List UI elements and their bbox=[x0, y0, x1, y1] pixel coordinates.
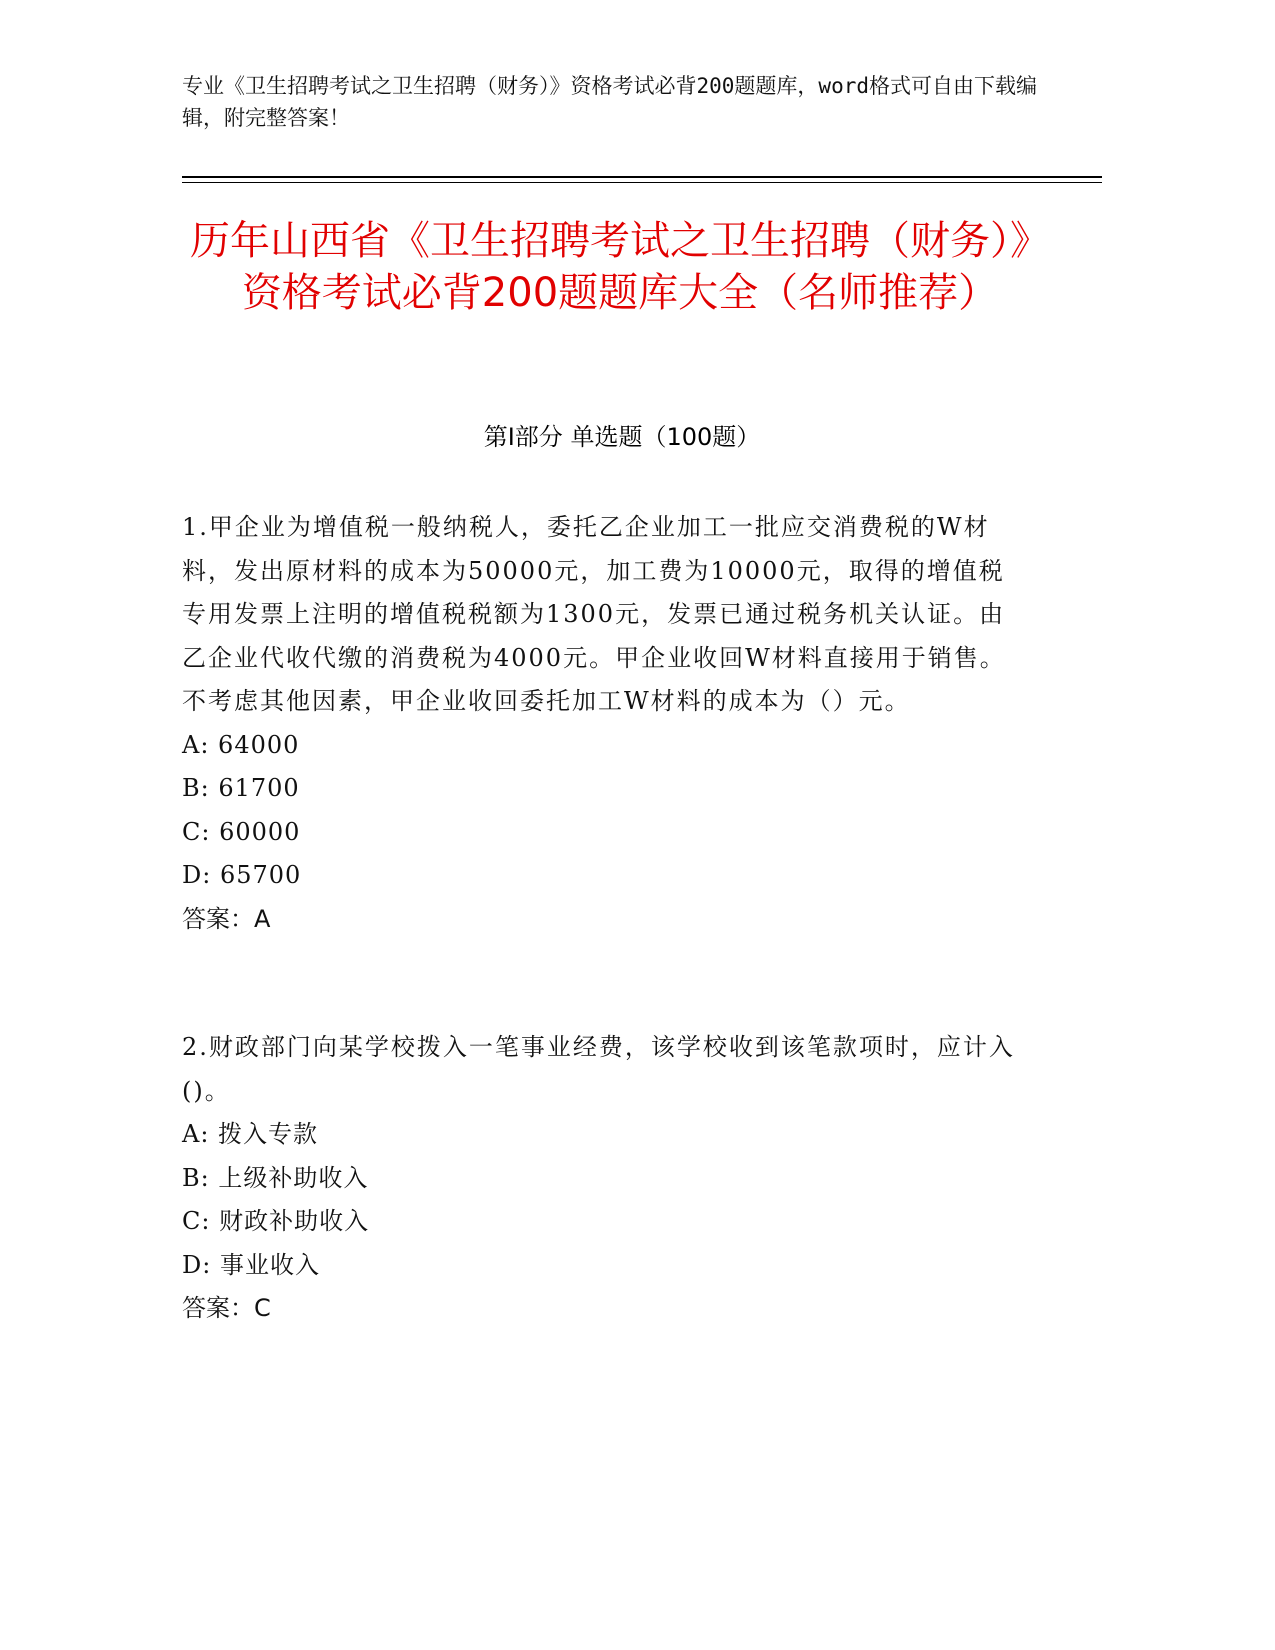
answer: 答案：C bbox=[182, 1294, 271, 1322]
question-1 bbox=[182, 506, 1027, 941]
question-stem: 1.甲企业为增值税一般纳税人，委托乙企业加工一批应交消费税的W材料，发出原材料的成本为50000元，加工费为10000元，取得的增值税专用发票上注明的增值税税额为1300元，发票已通过税务机关认证。由乙企业代收代缴的消费税为4000元。甲企业收回W材料直接用于销售。不考虑其他因素，甲企业收回委托加工W材料的成本为（）元。 bbox=[182, 513, 1006, 715]
section-title: 第I部分 单选题（100题） bbox=[483, 423, 761, 451]
option-a: A: 64000 bbox=[182, 730, 300, 759]
option-a: A: 拨入专款 bbox=[182, 1120, 319, 1148]
option-b: B: 61700 bbox=[182, 774, 300, 802]
option-d: D: 65700 bbox=[182, 861, 302, 889]
header-note: 专业《卫生招聘考试之卫生招聘（财务）》资格考试必背200题题库，word格式可自由下载编辑，附完整答案！ bbox=[182, 74, 1037, 130]
answer: 答案：A bbox=[182, 904, 271, 933]
option-d: D: 事业收入 bbox=[182, 1250, 320, 1279]
header-divider-thin bbox=[182, 182, 1102, 183]
option-b: B: 上级补助收入 bbox=[182, 1163, 369, 1192]
option-c: C: 60000 bbox=[182, 817, 301, 846]
question-stem: 2.财政部门向某学校拨入一笔事业经费，该学校收到该笔款项时，应计入()。 bbox=[182, 1033, 1015, 1105]
header-divider-thick bbox=[182, 176, 1102, 178]
question-2 bbox=[182, 1026, 1027, 1331]
document-title: 历年山西省《卫生招聘考试之卫生招聘（财务）》资格考试必背200题题库大全（名师推荐） bbox=[190, 218, 1050, 316]
option-c: C: 财政补助收入 bbox=[182, 1207, 370, 1235]
